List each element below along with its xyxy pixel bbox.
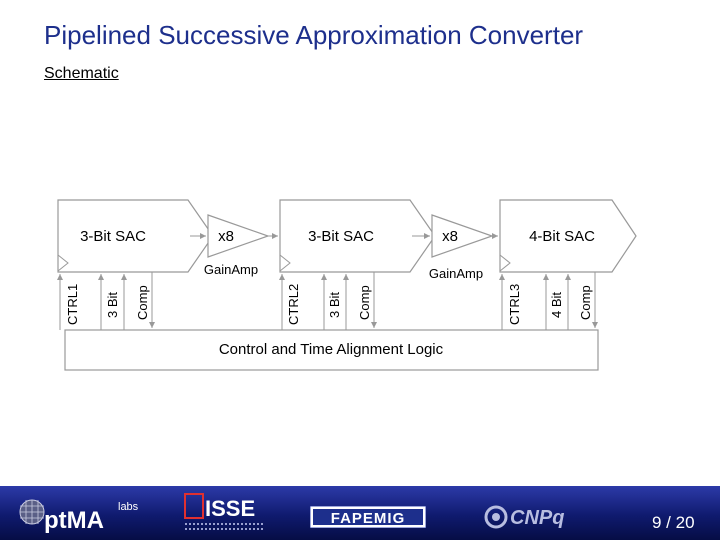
- ctrl-label-1: CTRL1: [65, 283, 80, 325]
- sac-stage-1-label: 3-Bit SAC: [80, 228, 146, 245]
- svg-text:labs: labs: [118, 501, 139, 513]
- gain-amp-2: [432, 215, 492, 257]
- control-logic-label: Control and Time Alignment Logic: [218, 341, 444, 358]
- footer-bar: [0, 486, 720, 540]
- page-number: 9 / 20: [652, 513, 695, 532]
- sac-stage-2-label: 3-Bit SAC: [308, 228, 374, 245]
- isse-logo: [183, 492, 267, 534]
- svg-text:FAPEMIG: FAPEMIG: [330, 510, 406, 527]
- bits-label-3: 4 Bit: [549, 291, 564, 318]
- ctrl-label-3: CTRL3: [507, 283, 522, 325]
- gain-amp-1-label: GainAmp: [203, 262, 259, 277]
- bits-label-2: 3 Bit: [327, 291, 342, 318]
- comp-label-1: Comp: [135, 285, 150, 320]
- svg-text:ptMA: ptMA: [44, 507, 104, 534]
- comp-label-3: Comp: [578, 285, 593, 320]
- cnpq-logo: [484, 502, 574, 532]
- svg-text:ISSE: ISSE: [205, 496, 256, 521]
- sac-stage-3-label: 4-Bit SAC: [529, 228, 595, 245]
- fapemig-logo: [310, 506, 426, 528]
- gain-amp-1-gain: x8: [218, 228, 234, 245]
- bits-label-1: 3 Bit: [105, 291, 120, 318]
- slide-subtitle: Schematic: [44, 65, 119, 82]
- comp-label-2: Comp: [357, 285, 372, 320]
- gain-amp-2-gain: x8: [442, 228, 458, 245]
- svg-text:CNPq: CNPq: [510, 507, 565, 529]
- gain-amp-1: [208, 215, 268, 257]
- slide-title: Pipelined Successive Approximation Converter: [44, 20, 584, 50]
- gain-amp-2-label: GainAmp: [428, 266, 484, 281]
- ptma-labs-logo: [14, 494, 154, 534]
- ctrl-label-2: CTRL2: [286, 283, 301, 325]
